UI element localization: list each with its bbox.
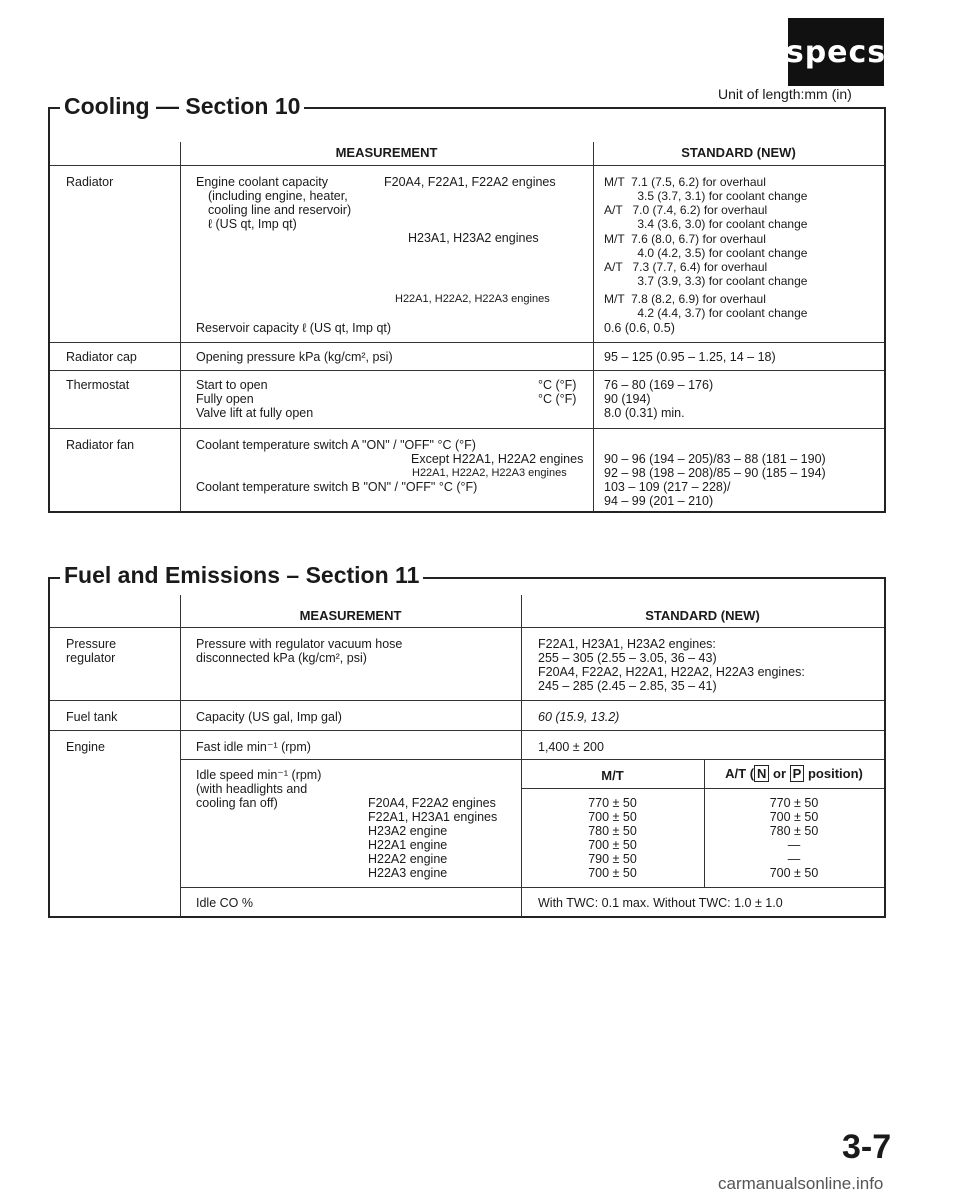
cooling-header-rule — [50, 165, 884, 166]
thermostat-valve-lift: Valve lift at fully open — [196, 406, 314, 420]
fuel-col-divider-1 — [180, 595, 181, 917]
unit-note: Unit of length:mm (in) — [718, 86, 852, 102]
radiator-fan-label: Radiator fan — [66, 438, 135, 452]
radiator-values-3: M/T 7.8 (8.2, 6.9) for overhaul 4.2 (4.4, 3.7) for coolant change — [604, 292, 808, 320]
radiator-cap-label: Radiator cap — [66, 350, 137, 364]
radiator-capacity-detail: (including engine, heater, cooling line and reservoir) ℓ (US qt, Imp qt) — [208, 189, 352, 231]
idle-subheader-rule — [521, 788, 884, 789]
idle-speed-row-rule — [181, 887, 884, 888]
fuel-header-rule — [50, 627, 884, 628]
idle-speed-measurement: Idle speed min⁻¹ (rpm) (with headlights and cooling fan off) — [196, 768, 322, 810]
fast-idle-measurement: Fast idle min⁻¹ (rpm) — [196, 740, 311, 754]
neutral-gear-box: N — [754, 765, 769, 782]
specs-logo: specs — [788, 18, 884, 86]
radiator-fan-values: 90 – 96 (194 – 205)/83 – 88 (181 – 190) 92 – 98 (198 – 208)/85 – 90 (185 – 194) 103 – 109 (217 – 228)/ 94 – 99 (201 – 210) — [604, 452, 826, 508]
thermostat-unit-2: °C (°F) — [538, 392, 577, 406]
fuel-tank-measurement: Capacity (US gal, Imp gal) — [196, 710, 342, 724]
pressure-regulator-label: Pressure regulator — [66, 637, 117, 665]
fast-idle-row-rule — [181, 759, 884, 760]
fan-h22-engines: H22A1, H22A2, H22A3 engines — [412, 467, 567, 479]
idle-mt-header: M/T — [601, 768, 624, 783]
thermostat-fully-open: Fully open — [196, 392, 254, 406]
fan-switch-b: Coolant temperature switch B "ON" / "OFF" °C (°F) — [196, 480, 478, 494]
fuel-left-rule — [48, 577, 50, 917]
radiator-values-1: M/T 7.1 (7.5, 6.2) for overhaul 3.5 (3.7, 3.1) for coolant change A/T 7.0 (7.4, 6.2) for overhaul 3.4 (3.6, 3.0) for coolant change — [604, 175, 808, 231]
thermostat-unit-1: °C (°F) — [538, 378, 577, 392]
watermark: carmanualsonline.info — [718, 1174, 884, 1193]
radiator-cap-value: 95 – 125 (0.95 – 1.25, 14 – 18) — [604, 350, 776, 364]
radiator-engines-2: H23A1, H23A2 engines — [408, 231, 539, 245]
fan-except-engines: Except H22A1, H22A2 engines — [411, 452, 584, 466]
radiator-cap-measurement: Opening pressure kPa (kg/cm², psi) — [196, 350, 393, 364]
idle-speed-engines: F20A4, F22A2 engines F22A1, H23A1 engines H23A2 engine H22A1 engine H22A2 engine H22A3 engine — [368, 796, 498, 880]
idle-co-value: With TWC: 0.1 max. Without TWC: 1.0 ± 1.0 — [538, 896, 783, 910]
thermostat-label: Thermostat — [66, 378, 130, 392]
reservoir-value: 0.6 (0.6, 0.5) — [604, 321, 675, 335]
thermostat-values: 76 – 80 (169 – 176) 90 (194) 8.0 (0.31) min. — [604, 378, 714, 420]
fast-idle-value: 1,400 ± 200 — [538, 740, 604, 754]
fuel-tank-value: 60 (15.9, 13.2) — [538, 710, 620, 724]
fan-switch-a: Coolant temperature switch A "ON" / "OFF" °C (°F) — [196, 438, 476, 452]
engine-label: Engine — [66, 740, 105, 754]
radiator-row-rule — [50, 342, 884, 343]
radiator-label: Radiator — [66, 175, 114, 189]
cooling-header-standard: STANDARD (NEW) — [681, 145, 796, 160]
thermostat-row-rule — [50, 428, 884, 429]
fuel-header-measurement: MEASUREMENT — [299, 608, 402, 623]
cooling-title: Cooling — Section 10 — [60, 93, 304, 120]
radiator-engines-3: H22A1, H22A2, H22A3 engines — [395, 293, 550, 305]
radiator-engines-1: F20A4, F22A1, F22A2 engines — [384, 175, 556, 189]
cooling-col-divider-2 — [593, 142, 594, 512]
thermostat-start-open: Start to open — [196, 378, 268, 392]
idle-at-header: A/T ( N or P position) — [725, 766, 863, 781]
cooling-right-rule — [884, 107, 886, 512]
idle-mt-values: 770 ± 50 700 ± 50 780 ± 50 700 ± 50 790 ± 50 700 ± 50 — [588, 796, 637, 880]
cooling-left-rule — [48, 107, 50, 512]
fuel-tank-label: Fuel tank — [66, 710, 118, 724]
radiator-capacity-label: Engine coolant capacity — [196, 175, 329, 189]
reservoir-capacity-label: Reservoir capacity ℓ (US qt, Imp qt) — [196, 321, 392, 335]
pressure-regulator-values: F22A1, H23A1, H23A2 engines: 255 – 305 (2.55 – 3.05, 36 – 43) F20A4, F22A2, H22A1, H22A2, H22A3 engines: 245 – 285 (2.45 – 2.85, 35 – 41) — [538, 637, 805, 693]
idle-co-measurement: Idle CO % — [196, 896, 253, 910]
fuel-tank-row-rule — [50, 730, 884, 731]
fuel-right-rule — [884, 577, 886, 917]
cooling-header-measurement: MEASUREMENT — [335, 145, 438, 160]
page-number: 3-7 — [842, 1128, 892, 1166]
fuel-title: Fuel and Emissions – Section 11 — [60, 562, 423, 589]
pressure-regulator-measurement: Pressure with regulator vacuum hose disconnected kPa (kg/cm², psi) — [196, 637, 403, 665]
park-gear-box: P — [790, 765, 805, 782]
radiator-values-2: M/T 7.6 (8.0, 6.7) for overhaul 4.0 (4.2, 3.5) for coolant change A/T 7.3 (7.7, 6.4) for overhaul 3.7 (3.9, 3.3) for coolant change — [604, 232, 808, 288]
cooling-col-divider-1 — [180, 142, 181, 512]
fuel-bottom-rule — [48, 916, 886, 918]
pressure-row-rule — [50, 700, 884, 701]
radiator-cap-row-rule — [50, 370, 884, 371]
idle-at-values: 770 ± 50 700 ± 50 780 ± 50 — — 700 ± 50 — [769, 796, 819, 880]
fuel-header-standard: STANDARD (NEW) — [645, 608, 760, 623]
cooling-bottom-rule — [48, 511, 886, 513]
